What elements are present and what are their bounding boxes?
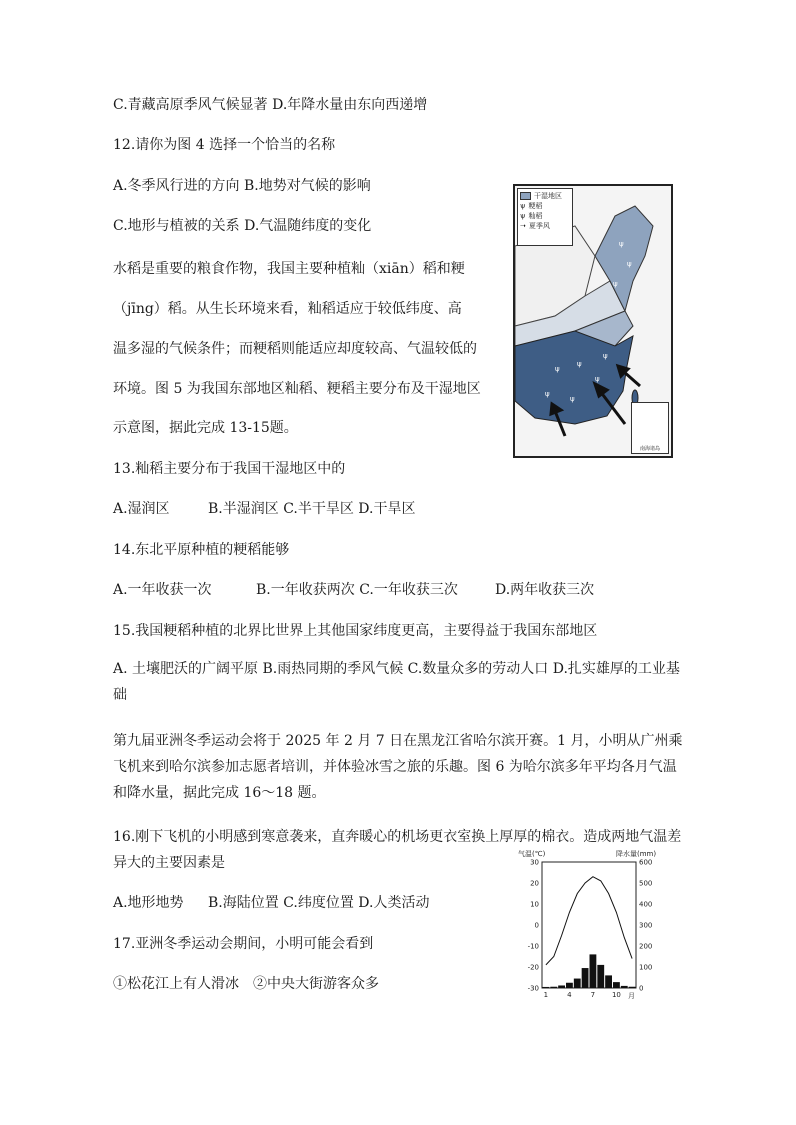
jing-rice-mark: ψ bbox=[613, 280, 618, 288]
jing-rice-icon: ψ bbox=[520, 202, 526, 210]
precip-bar bbox=[558, 985, 565, 988]
precip-bar bbox=[582, 968, 589, 988]
q15-options: A. 土壤肥沃的广阔平原 B.雨热同期的季风气候 C.数量众多的劳动人口 D.扎实雄厚的工业基础 bbox=[113, 661, 680, 703]
legend-jing-label: 粳稻 bbox=[528, 202, 543, 210]
precip-bar bbox=[621, 986, 628, 988]
precip-bar bbox=[566, 983, 573, 988]
precip-bar bbox=[543, 987, 550, 988]
temp-tick-label: -30 bbox=[527, 984, 539, 993]
month-tick-label: 4 bbox=[567, 991, 572, 999]
month-tick-label: 1 bbox=[543, 991, 549, 999]
temp-axis-title: 气温(℃) bbox=[518, 850, 546, 858]
precip-bar bbox=[629, 987, 636, 988]
temp-tick-labels bbox=[528, 859, 539, 993]
q13-stem: 13.籼稻主要分布于我国干湿地区中的 bbox=[113, 461, 346, 477]
precip-tick-label: 300 bbox=[639, 921, 653, 930]
rice-passage-line-4: 环境。图 5 为我国东部地区籼稻、粳稻主要分布及干湿地区 bbox=[113, 381, 481, 397]
temp-tick-label: 0 bbox=[534, 921, 539, 930]
precip-tick-label: 500 bbox=[639, 879, 653, 888]
q17-items: ①松花江上有人滑冰 ②中央大街游客众多 bbox=[113, 976, 379, 992]
plot-frame bbox=[542, 862, 636, 988]
rice-passage-line-5: 示意图，据此完成 13-15题。 bbox=[113, 420, 298, 436]
harbin-climate-chart bbox=[516, 848, 666, 1000]
legend-row-monsoon bbox=[520, 221, 570, 231]
precip-tick-label: 200 bbox=[639, 942, 653, 951]
south-china-sea-inset bbox=[631, 402, 669, 454]
legend-row-jing bbox=[520, 201, 570, 211]
q15-stem: 15.我国粳稻种植的北界比世界上其他国家纬度更高，主要得益于我国东部地区 bbox=[113, 623, 598, 639]
precip-bar bbox=[597, 965, 604, 988]
q12-stem: 12.请你为图 4 选择一个恰当的名称 bbox=[113, 137, 336, 153]
precip-tick-label: 0 bbox=[639, 984, 644, 993]
xian-rice-mark: ψ bbox=[603, 352, 608, 360]
xian-rice-mark: ψ bbox=[595, 375, 600, 383]
precip-tick-label: 400 bbox=[639, 900, 653, 909]
rice-passage-line-2: （jīng）稻。从生长环境来看，籼稻适应于较低纬度、高 bbox=[113, 301, 462, 317]
temp-tick-label: 10 bbox=[530, 900, 539, 909]
legend-row-xian bbox=[520, 211, 570, 221]
q17-stem: 17.亚洲冬季运动会期间，小明可能会看到 bbox=[113, 936, 374, 952]
jing-rice-mark: ψ bbox=[627, 260, 632, 268]
precip-tick-label: 600 bbox=[639, 858, 653, 867]
precip-bar bbox=[574, 979, 581, 988]
rice-passage-line-1: 水稻是重要的粮食作物，我国主要种植籼（xiān）稻和粳 bbox=[113, 261, 465, 277]
q14-option-a: A.一年收获一次 bbox=[113, 582, 212, 598]
legend-monsoon-label: 夏季风 bbox=[528, 222, 550, 230]
rice-passage-line-3: 温多湿的气候条件；而粳稻则能适应却度较高、气温较低的 bbox=[113, 341, 477, 357]
precip-tick-labels bbox=[639, 859, 652, 993]
precip-bar bbox=[550, 987, 557, 988]
legend-row-dry-wet bbox=[520, 191, 570, 201]
q14-stem: 14.东北平原种植的粳稻能够 bbox=[113, 542, 290, 558]
arrow-icon: ➝ bbox=[520, 222, 526, 230]
map-legend bbox=[517, 188, 573, 246]
precip-bars bbox=[543, 954, 636, 988]
rice-distribution-map bbox=[513, 184, 673, 458]
precip-bar bbox=[605, 975, 612, 988]
temp-tick-label: 20 bbox=[530, 879, 539, 888]
q12-option-ab: A.冬季风行进的方向 B.地势对气候的影响 bbox=[113, 178, 371, 194]
q16-option-bcd: B.海陆位置 C.纬度位置 D.人类活动 bbox=[208, 895, 430, 911]
precip-bar bbox=[613, 982, 620, 988]
temp-tick-label: -20 bbox=[527, 963, 539, 972]
q13-option-bcd: B.半湿润区 C.半干旱区 D.干旱区 bbox=[208, 501, 416, 517]
month-tick-labels bbox=[544, 991, 621, 999]
x-unit-label: 月 bbox=[628, 992, 635, 1000]
q13-option-a: A.湿润区 bbox=[113, 501, 170, 517]
q16-option-a: A.地形地势 bbox=[113, 895, 184, 911]
inset-label: 南海诸岛 bbox=[639, 446, 660, 452]
precip-tick-label: 100 bbox=[639, 963, 653, 972]
q14-option-d: D.两年收获三次 bbox=[495, 582, 595, 598]
xian-rice-mark: ψ bbox=[570, 395, 575, 403]
temp-tick-label: 30 bbox=[530, 858, 539, 867]
temp-tick-label: -10 bbox=[527, 942, 539, 951]
xian-rice-icon: ψ bbox=[520, 212, 526, 220]
q11-option-cd: C.青藏高原季风气候显著 D.年降水量由东向西递增 bbox=[113, 97, 428, 113]
precip-axis-title: 降水量(mm) bbox=[616, 850, 657, 858]
q12-option-cd: C.地形与植被的关系 D.气温随纬度的变化 bbox=[113, 218, 372, 234]
legend-xian-label: 籼稻 bbox=[528, 212, 543, 220]
legend-swatch bbox=[520, 192, 531, 200]
harbin-passage: 第九届亚洲冬季运动会将于 2025 年 2 月 7 日在黑龙江省哈尔滨开赛。1 月，小明从广州乘飞机来到哈尔滨参加志愿者培训，并体验冰雪之旅的乐趣。图 6 为哈尔滨多年平均各月气温和降水量，据此完成 16～18 题。 bbox=[113, 733, 683, 801]
q16-stem: 16.刚下飞机的小明感到寒意袭来，直奔暖心的机场更衣室换上厚厚的棉衣。造成两地气温差异大的主要因素是 bbox=[113, 829, 682, 871]
precip-bar bbox=[590, 954, 597, 988]
month-tick-label: 7 bbox=[590, 991, 596, 999]
q14-option-bc: B.一年收获两次 C.一年收获三次 bbox=[256, 582, 458, 598]
temp-curve bbox=[546, 877, 632, 965]
month-tick-label: 10 bbox=[611, 991, 621, 999]
jing-rice-mark: ψ bbox=[619, 240, 624, 248]
xian-rice-mark: ψ bbox=[577, 360, 582, 368]
xian-rice-mark: ψ bbox=[555, 365, 560, 373]
xian-rice-mark: ψ bbox=[545, 390, 550, 398]
legend-dry-wet-label: 干湿地区 bbox=[534, 192, 562, 200]
